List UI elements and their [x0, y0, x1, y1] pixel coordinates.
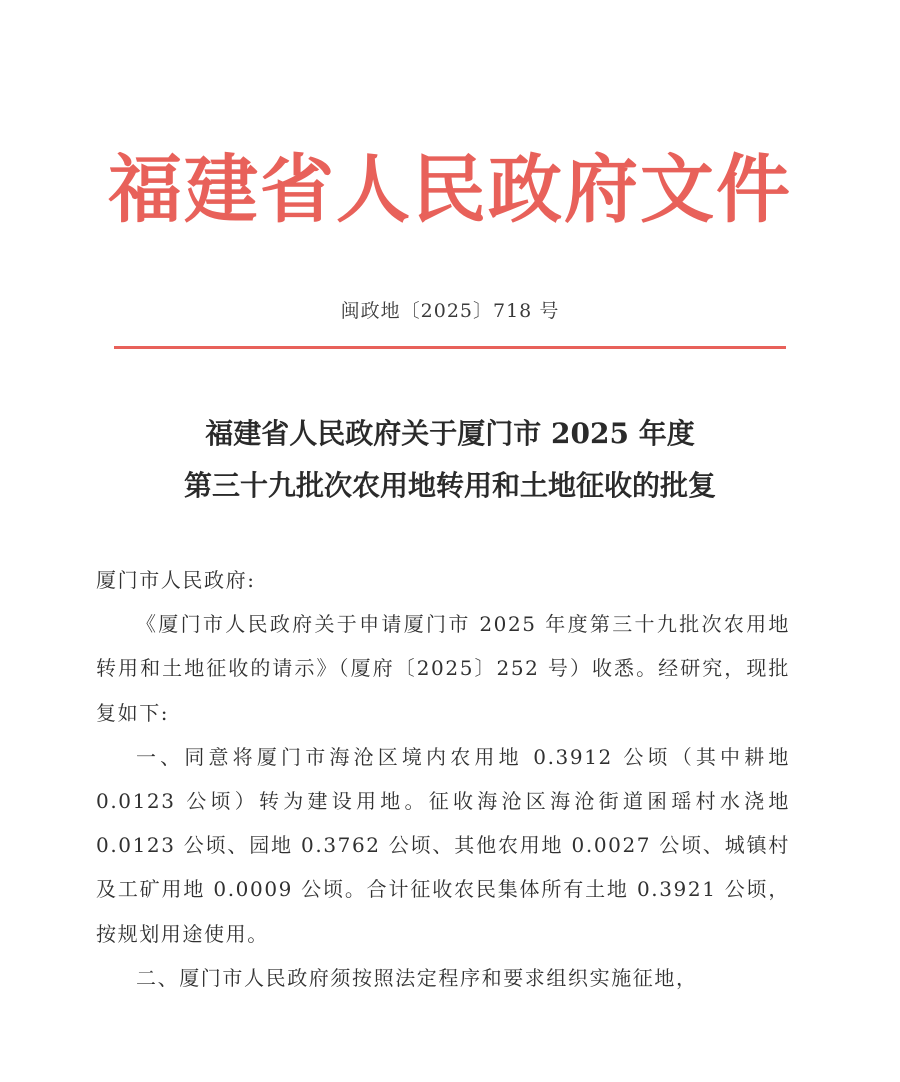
document-title-line-1: 福建省人民政府关于厦门市 2025 年度 — [205, 417, 695, 450]
document-title — [0, 408, 900, 512]
body-paragraph-3: 二、厦门市人民政府须按照法定程序和要求组织实施征地， — [136, 965, 698, 990]
body-paragraph-2: 一、同意将厦门市海沧区境内农用地 0.3912 公顷（其中耕地 0.0123 公顷）转为建设用地。征收海沧区海沧街道囷瑶村水浇地 0.0123 公顷、园地 0.3762 公顷、其他农用地 0.0027 公顷、城镇村及工矿用地 0.0009 公顷。合计征收农民集体所有土地 0.3921 公顷，按规划用途使用。 — [96, 744, 790, 946]
document-masthead: 福建省人民政府文件 — [108, 147, 792, 233]
red-divider-line — [114, 346, 786, 349]
document-number: 闽政地〔2025〕718 号 — [340, 300, 560, 322]
addressee: 厦门市人民政府: — [96, 568, 256, 592]
document-body — [96, 558, 790, 1000]
document-title-line-2: 第三十九批次农用地转用和土地征收的批复 — [183, 469, 716, 502]
body-paragraph-1: 《厦门市人民政府关于申请厦门市 2025 年度第三十九批次农用地转用和土地征收的请示》（厦府〔2025〕252 号）收悉。经研究，现批复如下: — [96, 612, 790, 725]
